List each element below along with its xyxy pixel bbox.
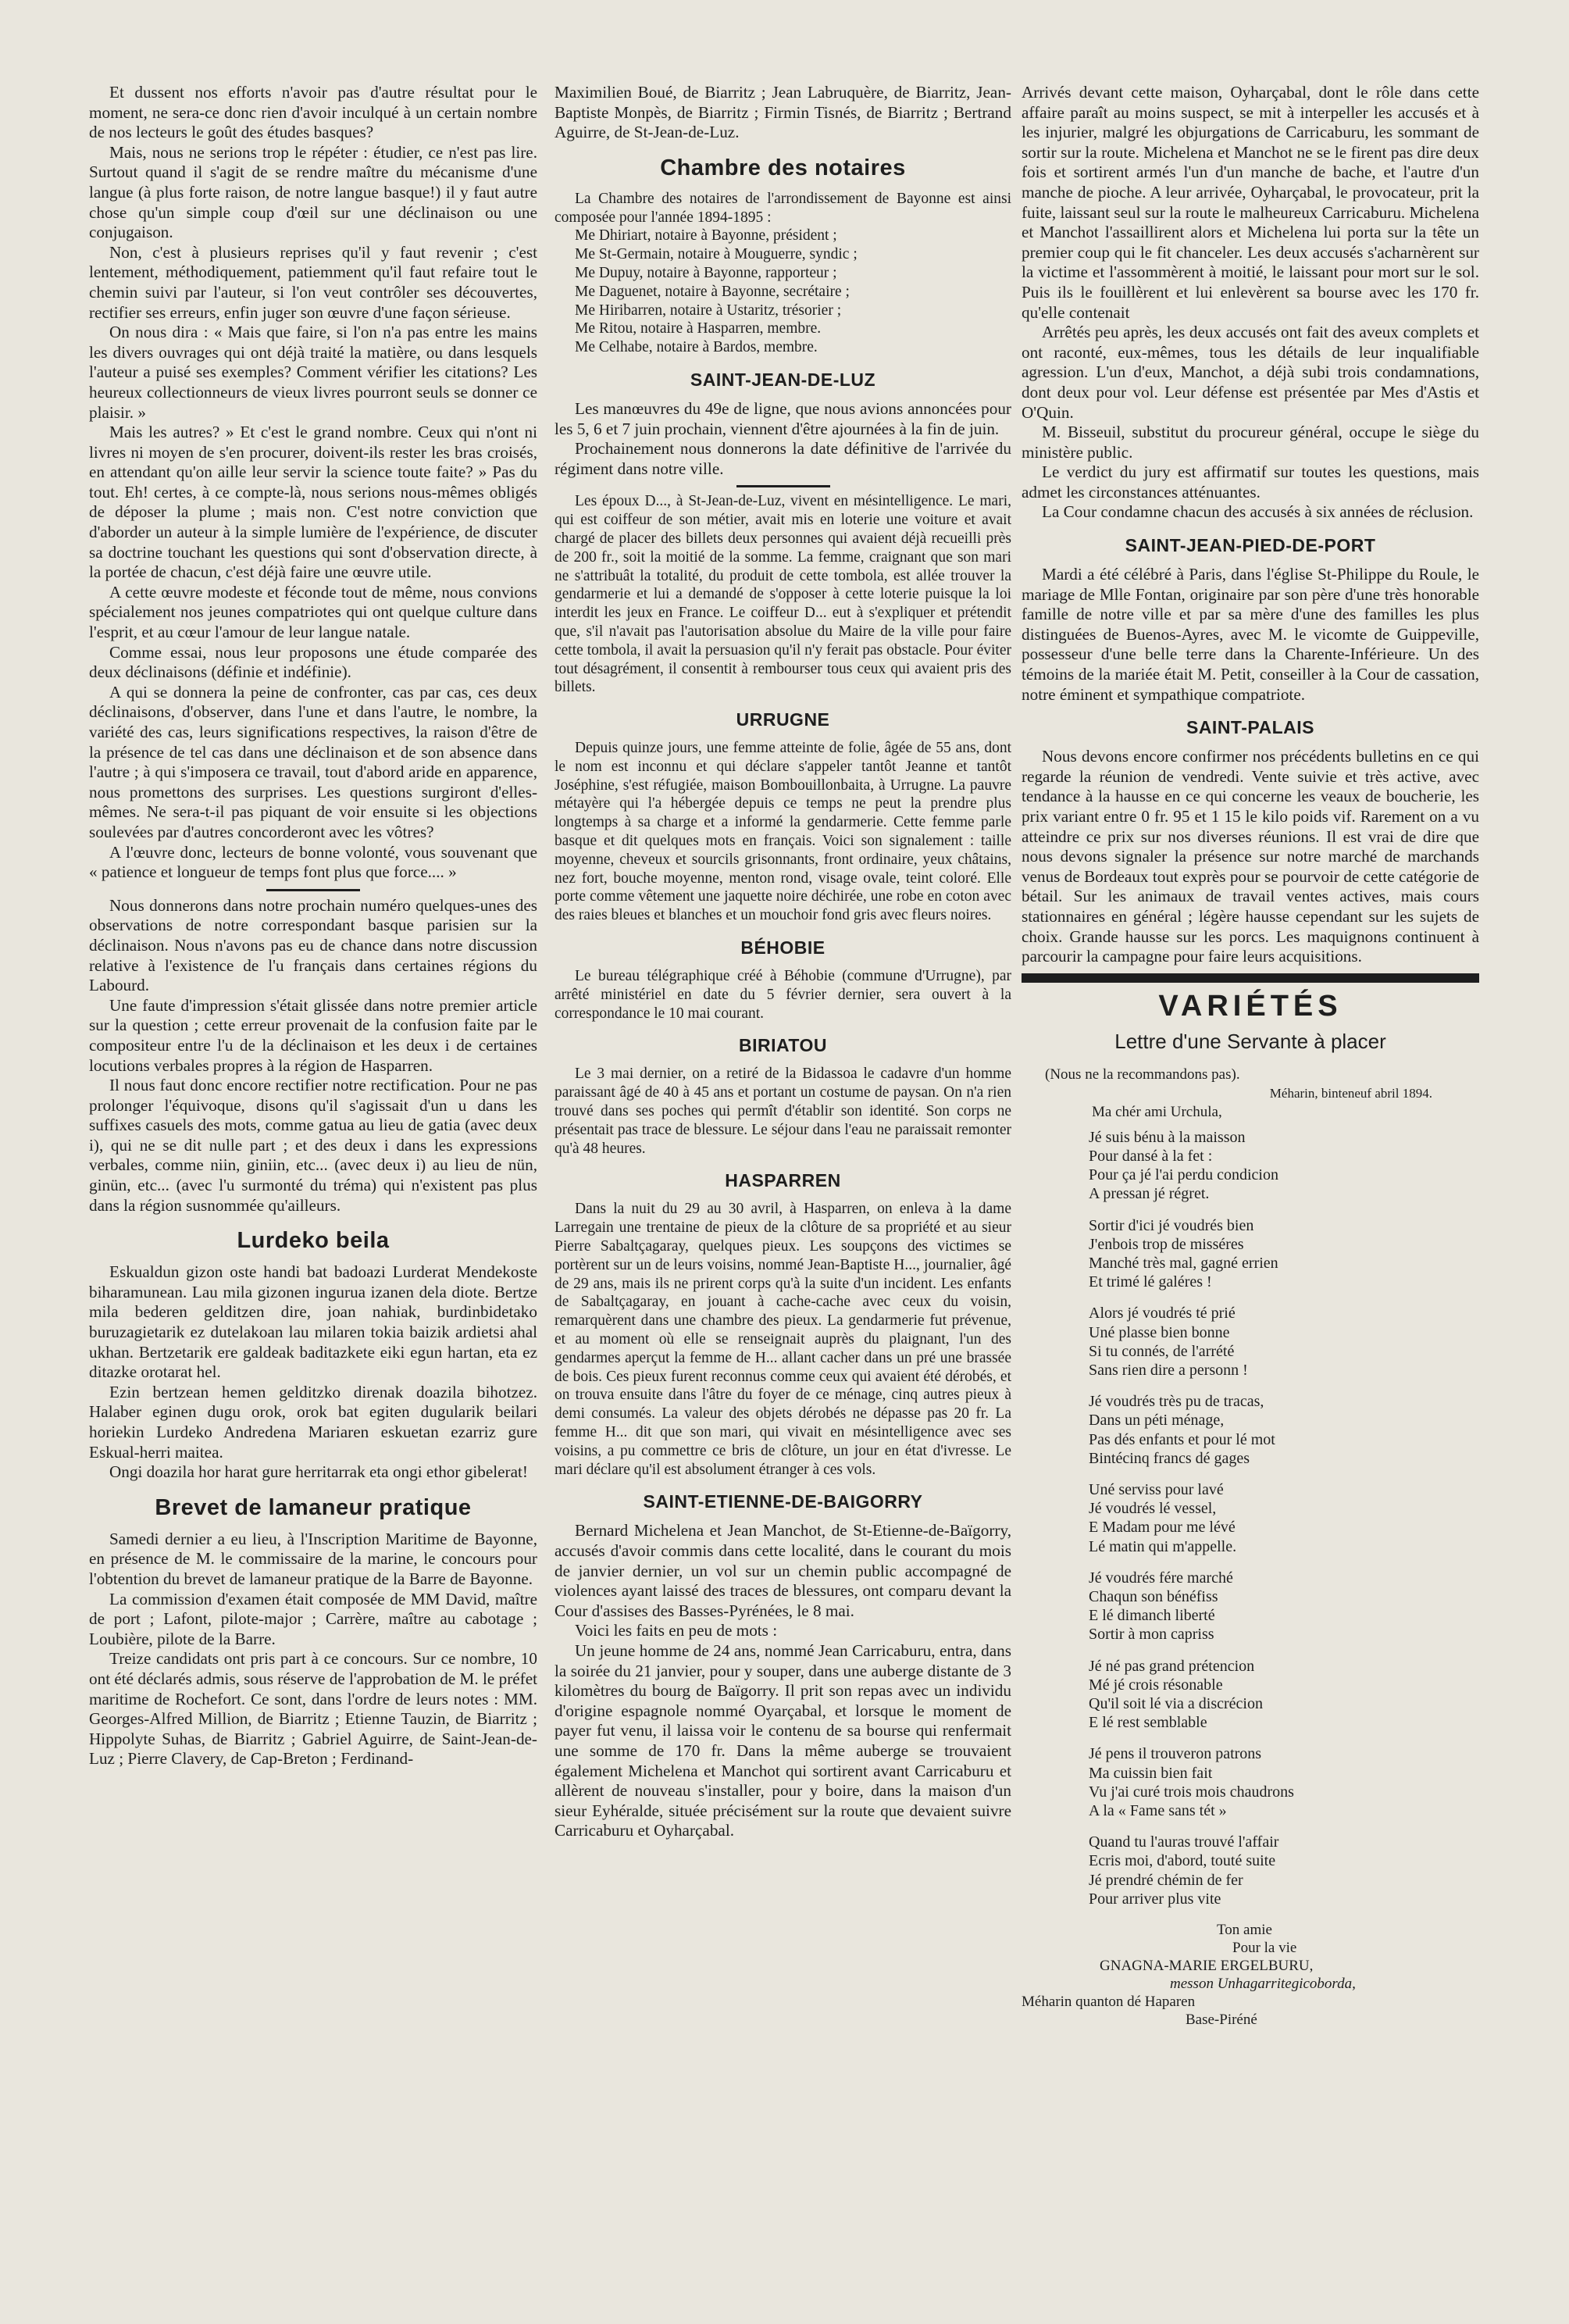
varietes-subtitle: Lettre d'une Servante à placer bbox=[1114, 1029, 1386, 1053]
verse-line: E lé rest semblable bbox=[1089, 1714, 1207, 1732]
verse-line: Pas dés enfants et pour lé mot bbox=[1089, 1430, 1275, 1448]
verse-line: Pour arriver plus vite bbox=[1089, 1890, 1221, 1908]
verse-line: J'enbois trop de misséres bbox=[1089, 1235, 1244, 1253]
paragraph: Ongi doazila hor harat gure herritarrak eta ongi ethor gibelerat! bbox=[109, 1462, 528, 1482]
paragraph: Voici les faits en peu de mots : bbox=[575, 1621, 778, 1640]
paragraph: On nous dira : « Mais que faire, si l'on n'a pas entre les mains les divers ouvrages qui ont déjà traité la matière, ou dans lesquels l'auteur a puisé ses exemples? Comment vérifier les citations? Les heureux collectionneurs de vieux livres pourront seuls se donner ce plaisir. » bbox=[89, 323, 537, 422]
verse-line: Alors jé voudrés té prié bbox=[1089, 1305, 1236, 1323]
verse-line: Jé né pas grand prétencion bbox=[1089, 1657, 1255, 1675]
verse-line: Jé prendré chémin de fer bbox=[1089, 1871, 1243, 1889]
verse-line: Ecris moi, d'abord, touté suite bbox=[1089, 1852, 1276, 1870]
verse-line: Ma cuissin bien fait bbox=[1089, 1764, 1213, 1782]
paragraph: Le verdict du jury est affirmatif sur toutes les questions, mais admet les circonstances atténuantes. bbox=[1022, 462, 1479, 502]
list-item: Me St-Germain, notaire à Mouguerre, syndic ; bbox=[575, 246, 858, 263]
stanza bbox=[1089, 1480, 1479, 1556]
list-item: Me Celhabe, notaire à Bardos, membre. bbox=[575, 339, 818, 356]
signature-line: messon Unhagarritegicoborda, bbox=[1170, 1976, 1356, 1993]
verse-line: A pressan jé régret. bbox=[1089, 1185, 1210, 1203]
basque-studies-article bbox=[89, 83, 537, 1216]
paragraph: La Cour condamne chacun des accusés à six années de réclusion. bbox=[1042, 502, 1474, 522]
paragraph: Les époux D..., à St-Jean-de-Luz, vivent en mésintelligence. Le mari, qui est coiffeur de son métier, avait mis en loterie une voiture et avait chargé de placer des billets deux personnes qui avaient déjà recueilli près de 200 fr., soit la moitié de la somme. La femme, craignant que son mari ne s'attribuât la totalité, du produit de cette tombola, est allée trouver la gendarmerie et lui a demandé de s'opposer à cette loterie puisque la loi interdit les jeux en France. Le coiffeur D... eut à s'expliquer et prétendit que, s'il n'avait pas l'autorisation absolue du Maire de la ville pour faire cette tombola, il avait la persuasion qu'il n'y ferait pas obstacle. Pour éviter tout désagrément, il consentit à rembourser tous ceux qui avaient pris des billets. bbox=[554, 493, 1011, 696]
paragraph: Prochainement nous donnerons la date définitive de l'arrivée du régiment dans notre ville. bbox=[554, 439, 1011, 478]
stanza bbox=[1089, 1304, 1479, 1380]
verse-line: Sortir à mon capriss bbox=[1089, 1626, 1214, 1644]
paragraph: Le 3 mai dernier, on a retiré de la Bidassoa le cadavre d'un homme paraissant âgé de 40 à 45 ans et portant un costume de paysan. On n'a rien trouvé dans ses poches qui permît d'établir son identité. Son corps ne présentait pas trace de blessure. Le séjour dans l'eau ne paraissait remonter qu'à 48 heures. bbox=[554, 1066, 1011, 1157]
stanza bbox=[1089, 1128, 1479, 1204]
stanza bbox=[1089, 1569, 1479, 1644]
list-item: Me Dhiriart, notaire à Bayonne, président ; bbox=[575, 227, 837, 245]
paragraph: Comme essai, nous leur proposons une étude comparée des deux déclinaisons (définie et indéfinie). bbox=[89, 642, 537, 682]
baigorry-heading: SAINT-ETIENNE-DE-BAIGORRY bbox=[643, 1491, 923, 1512]
verse-line: Jé pens il trouveron patrons bbox=[1089, 1745, 1262, 1763]
stanza bbox=[1089, 1216, 1479, 1292]
paragraph: Et dussent nos efforts n'avoir pas d'autre résultat pour le moment, ne sera-ce donc rien d'avoir inculqué à un certain nombre de nos lecteurs le goût des études basques? bbox=[89, 83, 537, 142]
brevet-heading: Brevet de lamaneur pratique bbox=[155, 1494, 472, 1520]
varietes-heading: VARIÉTÉS bbox=[1158, 989, 1343, 1023]
paragraph: Un jeune homme de 24 ans, nommé Jean Carricaburu, entra, dans la soirée du 21 janvier, pour y souper, dans une auberge distante de 3 kilomètres du bourg de Baïgorry. Il prit son repas avec un individu d'origine espagnole nommé Oyarçabal, et lorsque le moment de payer fut venu, il laissa voir le contenu de sa bourse qui renfermait une somme de 170 fr. Dans la même auberge se trouvaient également Michelena et Manchot qui sortirent avant Carricaburu et allèrent de nouveau s'installer, pour y boire, dans la maison d'un sieur Eyhéralde, située précisément sur la route que devaient suivre Carricaburu et Oyharçabal. bbox=[554, 1640, 1011, 1840]
list-item: Me Hiribarren, notaire à Ustaritz, trésorier ; bbox=[575, 302, 842, 319]
verse-line: Mé jé crois résonable bbox=[1089, 1676, 1223, 1694]
paragraph: Maximilien Boué, de Biarritz ; Jean Labruquère, de Biarritz, Jean-Baptiste Monpès, de Biarritz ; Firmin Tisnés, de Biarritz ; Bertrand Aguirre, de St-Jean-de-Luz. bbox=[554, 83, 1011, 142]
divider bbox=[736, 485, 830, 487]
paragraph: Les manœuvres du 49e de ligne, que nous avions annoncées pour les 5, 6 et 7 juin prochain, viennent d'être ajournées à la fin de juin. bbox=[554, 398, 1011, 438]
verse-line: Bintécinq francs dé gages bbox=[1089, 1449, 1250, 1467]
paragraph: Depuis quinze jours, une femme atteinte de folie, âgée de 55 ans, dont le nom est inconnu et qui déclare s'appeler tantôt Jeanne et tantôt Joséphine, s'est réfugiée, maison Bombouillonbaita, à Urrugne. La pauvre métayère qui l'a hébergée depuis ce temps ne peut la prendre plus longtemps à sa charge et a informé la gendarmerie. Cette femme parle basque et dit quelques mots en français. Voici son signalement : taille moyenne, cheveux et sourcils grisonnants, front ordinaire, yeux châtains, nez fort, bouche moyenne, menton rond, visage ovale, teint coloré. Elle porte comme vêtement une jaquette noire déchirée, une robe en coton avec des raies bleues et blanches et un mouchoir fond gris avec fleurs noires. bbox=[554, 740, 1011, 924]
paragraph: Bernard Michelena et Jean Manchot, de St-Etienne-de-Baïgorry, accusés d'avoir commis dans cette localité, dans le courant du mois de janvier dernier, un vol sur un chemin public accompagné de violences ayant laissé des traces de blessures, ont comparu devant la Cour d'assises des Basses-Pyrénées, le 8 mai. bbox=[554, 1521, 1011, 1620]
paragraph: A qui se donnera la peine de confronter, cas par cas, ces deux déclinaisons, d'observer, dans l'une et dans l'autre, le nombre, la variété des cas, leurs significations respectives, la raison d'être de la présence de tel cas dans une déclinaison et de son absence dans l'autre ; à qui s'imposera ce travail, tout d'abord aride en apparence, nous promettons des surprises. Les questions surgiront d'elles-mêmes. Ne sera-t-il pas piquant de voir ensuite si les objections soulevées par d'autres concorderont avec les vôtres? bbox=[89, 682, 537, 841]
signature-name: GNAGNA-MARIE ERGELBURU, bbox=[1100, 1958, 1314, 1975]
verse-line: Jé voudrés lé vessel, bbox=[1089, 1500, 1217, 1518]
paragraph: La commission d'examen était composée de MM David, maître de port ; Lafont, pilote-major ; Carrère, maître au cabotage ; Loubière, pilote de la Barre. bbox=[89, 1589, 537, 1648]
paragraph: Treize candidats ont pris part à ce concours. Sur ce nombre, 10 ont été déclarés admis, sous réserve de l'approbation de M. le préfet maritime de Rochefort. Ce sont, dans l'ordre de leurs notes : MM. Georges-Alfred Million, de Biarritz ; Etienne Tauzin, de Biarritz ; Hippolyte Suhas, de Biarritz ; Gabriel Aguirre, de Saint-Jean-de-Luz ; Pierre Clavery, de Cap-Breton ; Ferdinand- bbox=[89, 1649, 537, 1769]
column-2 bbox=[554, 83, 1011, 1841]
verse-line: Qu'il soit lé via a discrécion bbox=[1089, 1695, 1263, 1713]
column-3 bbox=[1022, 83, 1479, 2029]
paragraph: Mais les autres? » Et c'est le grand nombre. Ceux qui n'ont ni livres ni moyen de s'en procurer, doivent-ils rester les bras croisés, en attendant qu'on aille leur servir la science toute faite? » Pas du tout. Eh! certes, à ce compte-là, nous serions nous-mêmes obligés de déposer la plume ; mais non. C'est notre conviction que d'aborder un auteur à la simple lumière de l'expérience, de discuter sa doctrine touchant les questions qui sont d'observation directe, à la portée de chacun, c'est déjà faire une œuvre utile. bbox=[89, 423, 537, 582]
stanza bbox=[1089, 1744, 1479, 1820]
verse-line: Lé matin qui m'appelle. bbox=[1089, 1537, 1237, 1555]
paragraph: M. Bisseuil, substitut du procureur général, occupe le siège du ministère public. bbox=[1022, 423, 1479, 462]
list-item: Me Dupuy, notaire à Bayonne, rapporteur ; bbox=[575, 264, 837, 281]
hasparren-heading: HASPARREN bbox=[725, 1170, 841, 1191]
verse-line: Sortir d'ici jé voudrés bien bbox=[1089, 1216, 1254, 1234]
paragraph: Une faute d'impression s'était glissée dans notre premier article sur la question ; cette erreur provenait de la confusion faite par le compositeur entre l'u de la déclinaison et les deux i de certaines locutions verbales propres à la région de Hasparren. bbox=[89, 995, 537, 1075]
paragraph: Arrivés devant cette maison, Oyharçabal, dont le rôle dans cette affaire paraît au moins suspect, se mit à interpeller les accusés et à les injurier, malgré les objurgations de Carricaburu, les sommant de sortir sur la route. Michelena et Manchot ne se le firent pas dire deux fois et sortirent armés l'un d'un manche de bache, et l'autre d'un manche de pioche. A leur arrivée, Oyharçabal, le provocateur, prit la fuite, laissant seul sur la route le malheureux Carricaburu. Michelena et Manchot l'assaillirent alors et Michelena lui porta sur la tête un premier coup qui le fit chanceler. Les deux accusés s'acharnèrent sur la victime et l'assommèrent à moitié, le laissant pour mort sur le sol. Puis ils le fouillèrent et lui enlevèrent sa bourse avec les 170 fr. qu'elle contenait bbox=[1022, 83, 1479, 322]
paragraph: Mais, nous ne serions trop le répéter : étudier, ce n'est pas lire. Surtout quand il s'agit de se rendre maître du mécanisme d'une langue (à plus forte raison, de notre langue basque!) il y faut autre chose qu'un simple coup d'œil sur une déclinaison ou une conjugaison. bbox=[89, 142, 537, 242]
verse-line: Chaqun son bénéfiss bbox=[1089, 1588, 1218, 1606]
stanza bbox=[1089, 1657, 1479, 1733]
greeting: Ma chér ami Urchula, bbox=[1092, 1103, 1222, 1120]
verse-line: Manché très mal, gagné errien bbox=[1089, 1254, 1278, 1272]
verse-line: Pour dansé à la fet : bbox=[1089, 1147, 1213, 1165]
paragraph: Mardi a été célébré à Paris, dans l'église St-Philippe du Roule, le mariage de Mlle Fontan, originaire par son père d'une très honorable famille de notre ville et par sa mère d'une des familles les plus distinguées de Buenos-Ayres, avec M. le vicomte de Guippeville, possesseur d'une belle terre dans la Charente-Inférieure. Un des témoins de la mariée était M. Petit, conseiller à la Cour de cassation, notre éminent et sympathique compatriote. bbox=[1022, 565, 1479, 704]
stanza bbox=[1089, 1392, 1479, 1468]
sjpp-heading: SAINT-JEAN-PIED-DE-PORT bbox=[1125, 535, 1376, 556]
paragraph: Eskualdun gizon oste handi bat badoazi Lurderat Mendekoste biharamunean. Lau mila gizonen ingurua izanen dela diote. Bertze mila bederen gelditzen dire, joan nahiak, burdinbidetako buruzagietarik ez dutelakoan lau milaren tokia baizik ardietsi ahal ukhan. Bertzetarik ere galdeak baditazkete eiki egun hartan, eta ez ditazke orotarat hel. bbox=[89, 1262, 537, 1382]
paragraph: Dans la nuit du 29 au 30 avril, à Hasparren, on enleva à la dame Larregain une trentaine de pieux de la clôture de sa propriété et au sieur Pierre Sabaltçagaray, quelques pieux. Les soupçons des victimes se portèrent sur un de leurs voisins, nommé Jean-Baptiste H..., journalier, âgé de 29 ans, mais ils ne prirent corps qu'à la suite d'un incident. Les enfants de Sabaltçagaray, en jouant à cache-cache avec ceux du voisin, remarquèrent dans une chambre des pieux. La gendarmerie fut prévenue, et au moment où elle se renseignait auprès du plaignant, l'un des gendarmes aperçut la femme de H... allant cacher dans un pré une brassée de bois. Ces pieux furent reconnus comme ceux qui avaient été dérobés, et on trouva ensuite dans l'âtre du foyer de ce ménage, cinq autres pieux à demi consumés. La valeur des objets dérobés ne dépasse pas 20 fr. La femme H... dit que son mari, qui vivait en mésintelligence avec ses voisins, a pu commettre ce bris de clôture, un jour en état d'ivresse. Le mari déclare qu'il est absolument étranger à ces vols. bbox=[554, 1201, 1011, 1478]
saint-palais-heading: SAINT-PALAIS bbox=[1186, 717, 1315, 738]
signature-line: Base-Piréné bbox=[1186, 2012, 1257, 2029]
urrugne-heading: URRUGNE bbox=[736, 709, 830, 730]
verse-line: E lé dimanch liberté bbox=[1089, 1607, 1215, 1625]
paragraph: Ezin bertzean hemen gelditzko direnak doazila bihotzez. Halaber eginen dugu orok, orok bat egiten dugularik beilari horiekin Lurdeko Andredena Mariaren eskuetan ezarriz gure Eskual-herri maitea. bbox=[89, 1382, 537, 1462]
verse-line: Jé suis bénu à la maisson bbox=[1089, 1128, 1246, 1146]
stanza bbox=[1089, 1833, 1479, 1908]
paragraph: Non, c'est à plusieurs reprises qu'il y faut revenir ; c'est lentement, méthodiquement, patiemment qu'il faut refaire tout le chemin suivi par l'auteur, si l'on veut contrôler ses découvertes, rectifier ses erreurs, enfin juger son œuvre d'une façon sérieuse. bbox=[89, 242, 537, 322]
verse-line: Et trimé lé galéres ! bbox=[1089, 1273, 1212, 1291]
lurdeko-heading: Lurdeko beila bbox=[237, 1228, 390, 1254]
verse-line: Uné serviss pour lavé bbox=[1089, 1481, 1224, 1498]
paragraph: Arrêtés peu après, les deux accusés ont fait des aveux complets et ont raconté, eux-mêmes, tous les détails de leur inqualifiable agression. L'un d'eux, Manchot, a déjà subi trois condamnations, dont deux pour vol. Leur défense est présentée par Mes d'Astis et O'Quin. bbox=[1022, 323, 1479, 422]
signature-block bbox=[1022, 1921, 1479, 2029]
paragraph: Nous devons encore confirmer nos précédents bulletins en ce qui regarde la réunion de vendredi. Vente suivie et très active, avec tendance à la hausse en ce qui concerne les veaux de boucherie, les prix variant entre 0 fr. 95 et 1 15 le kilo poids vif. Rarement on a vu atteindre ce prix sur nos diverses réunions. Il est vrai de dire que nous devons signaler la présence sur notre marché de marchands venus de Bordeaux tout exprès pour se pourvoir de cette catégorie de bétail. Sur les animaux de travail ventes actives, mais cours stationnaires en général ; légère hausse cependant sur les sujets de choix. Grande hausse sur les porcs. Les maquignons continuent à parcourir la campagne pour faire leurs acquisitions. bbox=[1022, 747, 1479, 966]
verse-line: Vu j'ai curé trois mois chaudrons bbox=[1089, 1783, 1294, 1801]
verse-line: Quand tu l'auras trouvé l'affair bbox=[1089, 1833, 1279, 1851]
biriatou-heading: BIRIATOU bbox=[738, 1035, 828, 1056]
verse-line: Jé voudrés très pu de tracas, bbox=[1089, 1393, 1264, 1411]
paragraph: Il nous faut donc encore rectifier notre rectification. Pour ne pas prolonger l'équivoque, disons qu'il s'agissait d'un u dans les suffixes casuels des mots, comme gatua au lieu de gatia (avec deux i), qui ne se dit nulle part ; et des deux i dans les expressions verbales, comme niin, giniin, etc... (avec deux i) au lieu de nün, ginün, etc... (avec l'u surmonté du tréma) qui n'existent pas plus dans la région susnommée qu'ailleurs. bbox=[89, 1076, 537, 1215]
verse-line: Jé voudrés fére marché bbox=[1089, 1569, 1233, 1587]
signature-line: Méharin quanton dé Haparen bbox=[1022, 1994, 1196, 2011]
dateline: Méharin, binteneuf abril 1894. bbox=[1269, 1085, 1432, 1101]
verse-line: Sans rien dire a personn ! bbox=[1089, 1361, 1248, 1379]
verse-line: Pour ça jé l'ai perdu condicion bbox=[1089, 1166, 1278, 1184]
notaires-list bbox=[554, 227, 1011, 357]
editor-note: (Nous ne la recommandons pas). bbox=[1045, 1066, 1240, 1083]
verse-line: Dans un péti ménage, bbox=[1089, 1412, 1225, 1430]
paragraph: Samedi dernier a eu lieu, à l'Inscription Maritime de Bayonne, en présence de M. le commissaire de la marine, le concours pour l'obtention du brevet de lamaneur pratique de la Barre de Bayonne. bbox=[89, 1529, 537, 1588]
paragraph: Le bureau télégraphique créé à Béhobie (commune d'Urrugne), par arrêté ministériel en date du 5 février dernier, sera ouvert à la correspondance le 10 mai courant. bbox=[554, 968, 1011, 1022]
paragraph: La Chambre des notaires de l'arrondissement de Bayonne est ainsi composée pour l'année 1894-1895 : bbox=[554, 190, 1011, 226]
sjl-heading: SAINT-JEAN-DE-LUZ bbox=[690, 369, 876, 390]
notaires-heading: Chambre des notaires bbox=[660, 155, 906, 180]
column-1 bbox=[89, 83, 537, 1769]
verse-line: E Madam pour me lévé bbox=[1089, 1519, 1236, 1537]
list-item: Me Ritou, notaire à Hasparren, membre. bbox=[575, 320, 822, 337]
paragraph: A cette œuvre modeste et féconde tout de même, nous convions spécialement nos jeunes compatriotes qui ont quelque culture dans l'esprit, et au cœur l'amour de leur langue natale. bbox=[89, 582, 537, 642]
signature-line: Ton amie bbox=[1217, 1922, 1272, 1939]
signature-line: Pour la vie bbox=[1232, 1940, 1297, 1957]
list-item: Me Daguenet, notaire à Bayonne, secrétaire ; bbox=[575, 283, 850, 300]
paragraph: Nous donnerons dans notre prochain numéro quelques-unes des observations de notre correspondant basque parisien sur la déclinaison. Nous n'avons pas eu de chance dans notre discussion relative à l'existence de l'u français dans certaines régions du Labourd. bbox=[89, 895, 537, 995]
behobie-heading: BÉHOBIE bbox=[740, 937, 826, 959]
section-rule bbox=[1022, 973, 1479, 983]
verse-line: Si tu connés, de l'arrété bbox=[1089, 1342, 1235, 1360]
paragraph: A l'œuvre donc, lecteurs de bonne volonté, vous souvenant que « patience et longueur de temps font plus que force.... » bbox=[89, 842, 537, 882]
poem bbox=[1022, 1128, 1479, 1908]
verse-line: A la « Fame sans tét » bbox=[1089, 1802, 1227, 1820]
divider bbox=[266, 889, 360, 891]
verse-line: Uné plasse bien bonne bbox=[1089, 1323, 1230, 1341]
